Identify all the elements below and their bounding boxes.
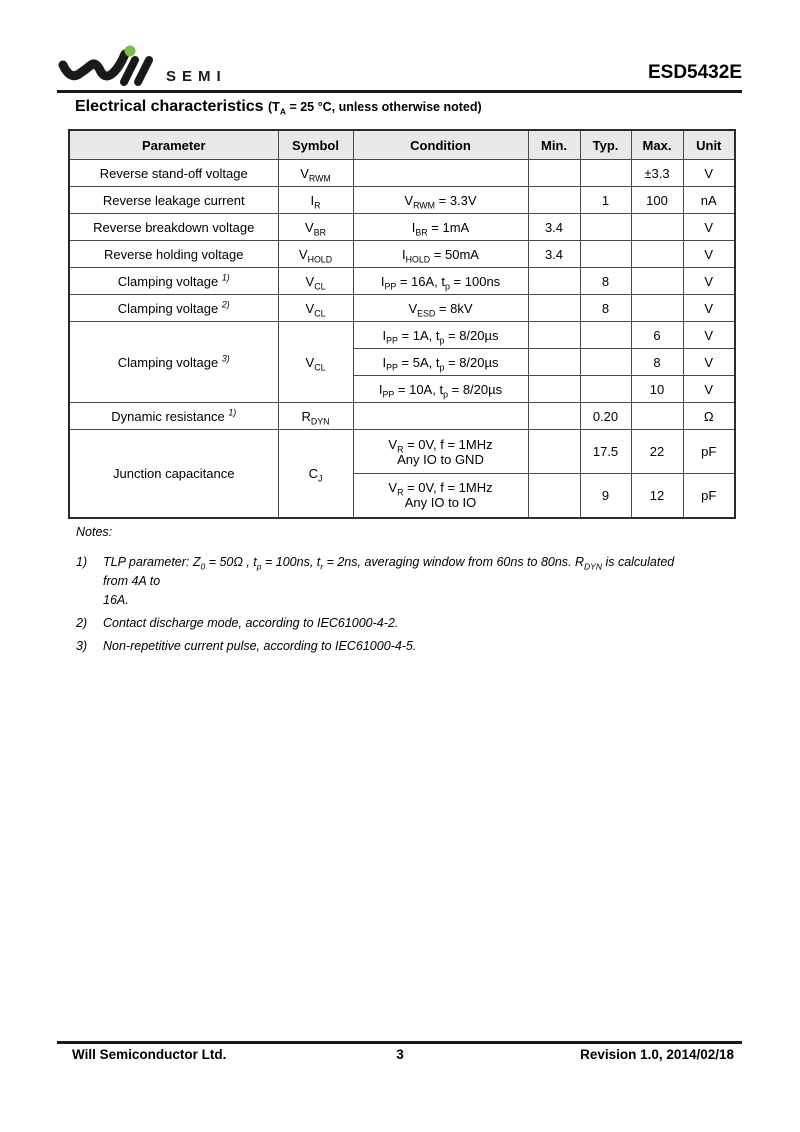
cell-typ: 8 bbox=[580, 268, 631, 295]
part-number: ESD5432E bbox=[647, 62, 742, 83]
table-row bbox=[69, 268, 735, 295]
cell-unit: pF bbox=[683, 474, 735, 518]
table-row bbox=[69, 403, 735, 430]
header-unit: Unit bbox=[683, 130, 735, 160]
cell-min bbox=[528, 349, 580, 376]
logo-mark bbox=[58, 44, 158, 92]
cell-condition: $V_{RWM} = 3.3V$ bbox=[353, 187, 528, 214]
cell-min bbox=[528, 322, 580, 349]
note-item bbox=[76, 637, 694, 656]
cell-parameter: Clamping voltage $^{2)}$ bbox=[69, 295, 278, 322]
table-row bbox=[69, 241, 735, 268]
cell-unit: V bbox=[683, 349, 735, 376]
cell-min bbox=[528, 160, 580, 187]
will-semi-logo bbox=[58, 44, 227, 92]
cell-unit: V bbox=[683, 160, 735, 187]
cell-min bbox=[528, 474, 580, 518]
cell-symbol: $R_{DYN}$ bbox=[278, 403, 353, 430]
cell-min bbox=[528, 268, 580, 295]
cell-min bbox=[528, 295, 580, 322]
section-title-main: Electrical characteristics bbox=[75, 98, 264, 115]
table-row bbox=[69, 322, 735, 349]
cell-max bbox=[631, 403, 683, 430]
section-title-condition: ($T_A = 25$ °C, unless otherwise noted) bbox=[268, 100, 482, 117]
cell-symbol: $I_R$ bbox=[278, 187, 353, 214]
cell-unit: Ω bbox=[683, 403, 735, 430]
cell-min: 3.4 bbox=[528, 214, 580, 241]
cell-symbol: $V_{CL}$ bbox=[278, 268, 353, 295]
cell-typ: 17.5 bbox=[580, 430, 631, 474]
cell-typ bbox=[580, 322, 631, 349]
logo-slash-1 bbox=[124, 60, 135, 82]
cell-unit: V bbox=[683, 241, 735, 268]
footer-page-number: 3 bbox=[396, 1047, 404, 1062]
cell-max bbox=[631, 241, 683, 268]
cell-condition: $V_R = 0V$, f = 1MHz Any IO to GND bbox=[353, 430, 528, 474]
cell-typ: 9 bbox=[580, 474, 631, 518]
header-symbol: Symbol bbox=[278, 130, 353, 160]
cell-typ bbox=[580, 349, 631, 376]
note-number: 3) bbox=[76, 639, 88, 653]
cell-max: 6 bbox=[631, 322, 683, 349]
logo-semi-text: SEMI bbox=[166, 68, 227, 85]
cell-typ bbox=[580, 214, 631, 241]
cell-condition: $I_{HOLD} = 50mA$ bbox=[353, 241, 528, 268]
cell-parameter: Reverse stand-off voltage bbox=[69, 160, 278, 187]
footer-company: Will Semiconductor Ltd. bbox=[72, 1047, 227, 1062]
cell-max: 22 bbox=[631, 430, 683, 474]
header-parameter: Parameter bbox=[69, 130, 278, 160]
cell-parameter: Reverse breakdown voltage bbox=[69, 214, 278, 241]
cell-min bbox=[528, 430, 580, 474]
cell-symbol: $V_{CL}$ bbox=[278, 322, 353, 403]
cell-typ bbox=[580, 376, 631, 403]
cell-typ: 8 bbox=[580, 295, 631, 322]
cell-parameter: Clamping voltage $^{1)}$ bbox=[69, 268, 278, 295]
footer-rule bbox=[57, 1041, 742, 1044]
cell-max bbox=[631, 268, 683, 295]
header-condition: Condition bbox=[353, 130, 528, 160]
note-text: Contact discharge mode, according to IEC61000-4-2. bbox=[103, 616, 399, 630]
note-text: Non-repetitive current pulse, according to IEC61000-4-5. bbox=[103, 639, 417, 653]
cell-unit: nA bbox=[683, 187, 735, 214]
cell-condition: $I_{PP} = 10A$, $t_p = 8/20\mu s$ bbox=[353, 376, 528, 403]
table-row bbox=[69, 187, 735, 214]
cell-symbol: $V_{CL}$ bbox=[278, 295, 353, 322]
cell-typ: 0.20 bbox=[580, 403, 631, 430]
notes-section bbox=[76, 523, 694, 660]
header-typ: Typ. bbox=[580, 130, 631, 160]
cell-min bbox=[528, 403, 580, 430]
cell-condition: $V_R = 0V$, f = 1MHz Any IO to IO bbox=[353, 474, 528, 518]
cell-parameter: Reverse holding voltage bbox=[69, 241, 278, 268]
cell-typ bbox=[580, 160, 631, 187]
cell-condition bbox=[353, 160, 528, 187]
page-footer bbox=[58, 1047, 742, 1065]
header-rule bbox=[57, 90, 742, 93]
cell-min: 3.4 bbox=[528, 241, 580, 268]
table-header-row bbox=[69, 130, 735, 160]
cell-unit: V bbox=[683, 322, 735, 349]
cell-min bbox=[528, 187, 580, 214]
logo-dot-icon bbox=[125, 46, 136, 57]
cell-symbol: $V_{BR}$ bbox=[278, 214, 353, 241]
cell-symbol: $C_J$ bbox=[278, 430, 353, 518]
logo-slash-2 bbox=[138, 60, 149, 82]
cell-parameter: Dynamic resistance $^{1)}$ bbox=[69, 403, 278, 430]
note-item bbox=[76, 614, 694, 633]
table-row bbox=[69, 295, 735, 322]
footer-revision: Revision 1.0, 2014/02/18 bbox=[580, 1047, 734, 1062]
cell-typ: 1 bbox=[580, 187, 631, 214]
cell-unit: V bbox=[683, 295, 735, 322]
note-text: TLP parameter: $Z_0 = 50\Omega$ , $t_p = 100ns$, $t_r = 2ns$, averaging window from 60ns to 80ns. $R_{DYN}$ is calculated from 4A to 16A. bbox=[103, 555, 675, 607]
cell-max: ±3.3 bbox=[631, 160, 683, 187]
header-max: Max. bbox=[631, 130, 683, 160]
cell-symbol: $V_{RWM}$ bbox=[278, 160, 353, 187]
table-row bbox=[69, 214, 735, 241]
cell-parameter: Clamping voltage $^{3)}$ bbox=[69, 322, 278, 403]
cell-min bbox=[528, 376, 580, 403]
cell-max bbox=[631, 295, 683, 322]
cell-unit: V bbox=[683, 376, 735, 403]
cell-symbol: $V_{HOLD}$ bbox=[278, 241, 353, 268]
cell-max: 8 bbox=[631, 349, 683, 376]
cell-condition bbox=[353, 403, 528, 430]
cell-condition: $I_{PP} = 16A$, $t_p = 100ns$ bbox=[353, 268, 528, 295]
table-row bbox=[69, 160, 735, 187]
cell-unit: pF bbox=[683, 430, 735, 474]
cell-parameter: Reverse leakage current bbox=[69, 187, 278, 214]
cell-typ bbox=[580, 241, 631, 268]
note-item bbox=[76, 553, 694, 610]
section-title bbox=[75, 98, 482, 116]
cell-condition: $I_{PP} = 5A$, $t_p = 8/20\mu s$ bbox=[353, 349, 528, 376]
note-number: 1) bbox=[76, 555, 88, 569]
logo-wave bbox=[63, 54, 125, 76]
cell-max: 12 bbox=[631, 474, 683, 518]
table-row bbox=[69, 430, 735, 474]
cell-condition: $I_{BR} = 1mA$ bbox=[353, 214, 528, 241]
electrical-characteristics-table bbox=[68, 129, 736, 519]
notes-label: Notes: bbox=[76, 525, 113, 539]
cell-max bbox=[631, 214, 683, 241]
cell-condition: $V_{ESD} = 8kV$ bbox=[353, 295, 528, 322]
cell-unit: V bbox=[683, 214, 735, 241]
cell-max: 10 bbox=[631, 376, 683, 403]
cell-max: 100 bbox=[631, 187, 683, 214]
cell-parameter: Junction capacitance bbox=[69, 430, 278, 518]
cell-unit: V bbox=[683, 268, 735, 295]
note-number: 2) bbox=[76, 616, 88, 630]
cell-condition: $I_{PP} = 1A$, $t_p = 8/20\mu s$ bbox=[353, 322, 528, 349]
header-min: Min. bbox=[528, 130, 580, 160]
